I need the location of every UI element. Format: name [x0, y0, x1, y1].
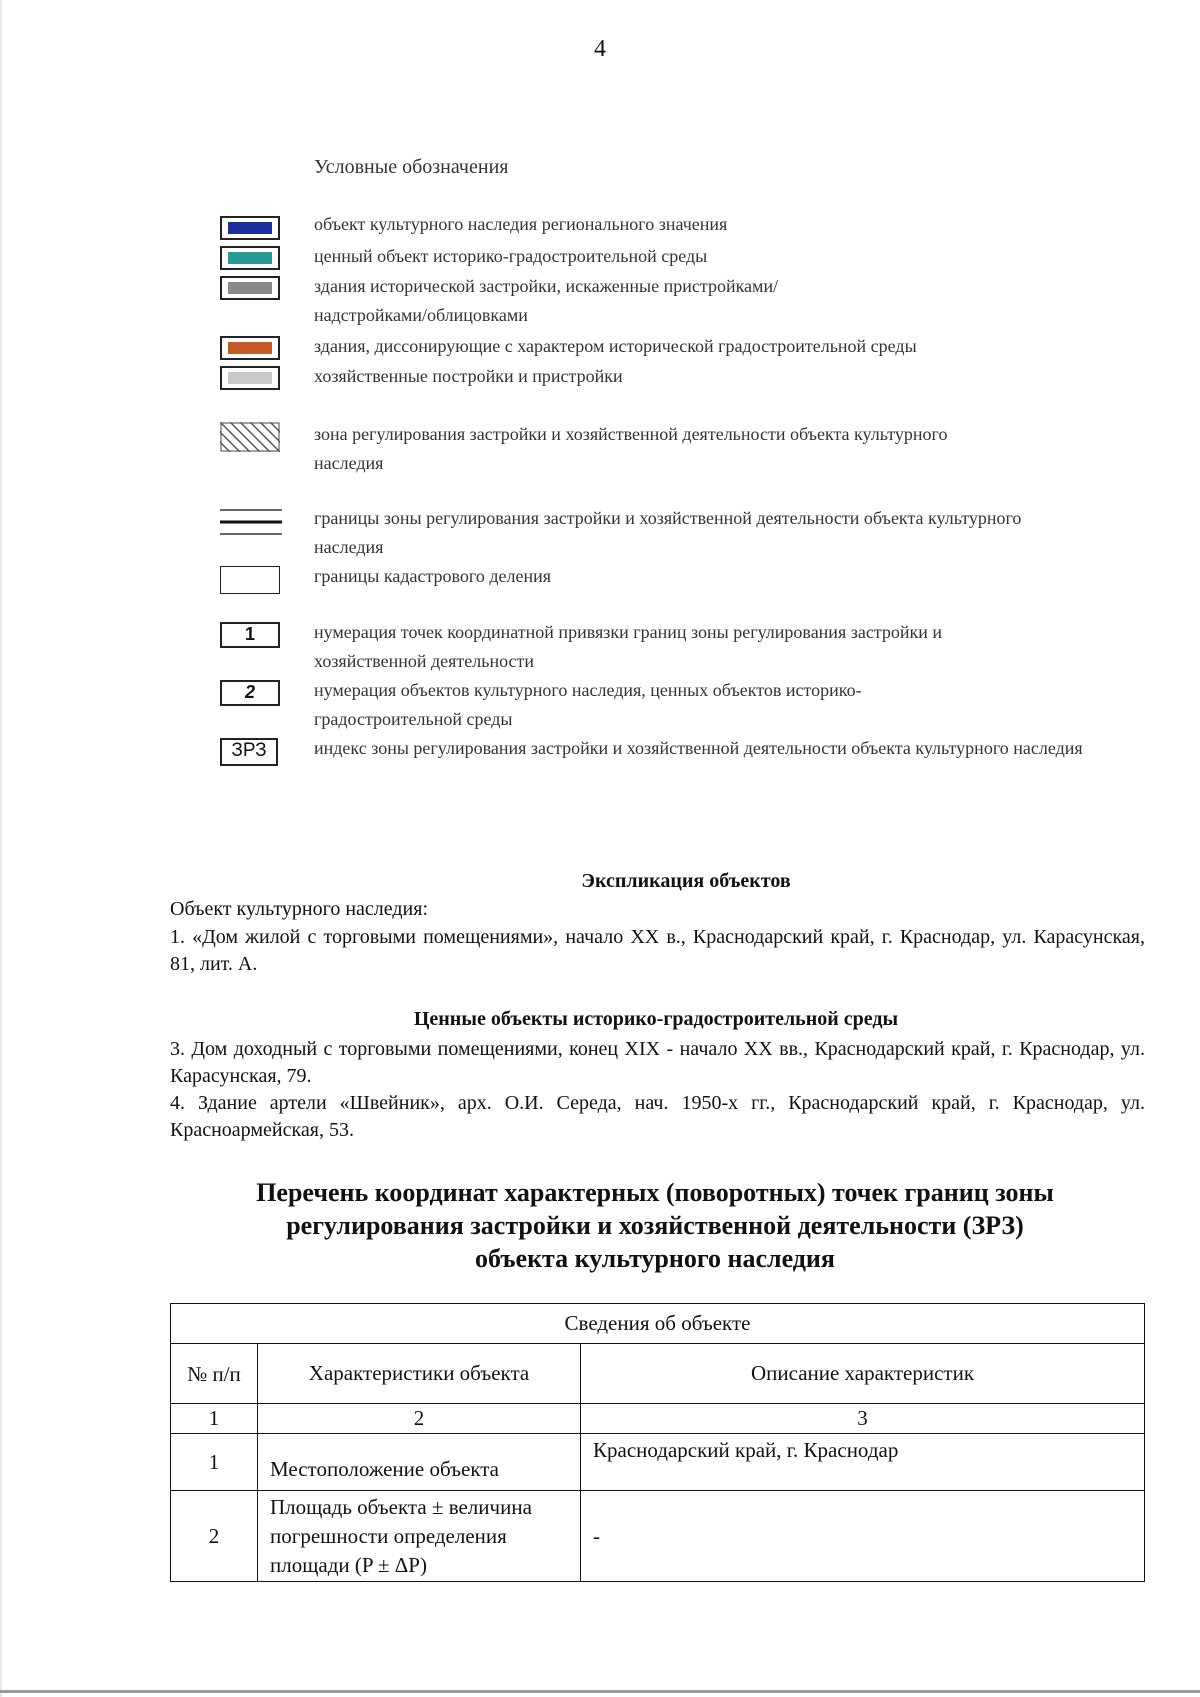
row-description: Краснодарский край, г. Краснодар: [581, 1434, 1145, 1491]
header-description: Описание характеристик: [581, 1344, 1145, 1404]
legend-text: хозяйственные постройки и пристройки: [314, 366, 623, 386]
page-number: 4: [594, 36, 606, 62]
legend-text: нумерация точек координатной привязки границ зоны регулирования застройки и хозяйственной деятельности: [314, 622, 943, 671]
object-info-table: [170, 1303, 1145, 1582]
table-row: [171, 1491, 1145, 1582]
legend-text: нумерация объектов культурного наследия, ценных объектов историко-градостроительной среды: [314, 680, 862, 729]
col-number: 2: [258, 1404, 581, 1434]
zone-index-symbol: ЗРЗ: [220, 738, 278, 766]
legend-text: ценный объект историко-градостроительной среды: [314, 246, 708, 266]
col-number: 1: [171, 1404, 258, 1434]
row-characteristic: Площадь объекта ± величина погрешности определения площади (P ± ΔP): [258, 1491, 581, 1582]
point-number-symbol: 1: [220, 622, 280, 648]
legend-title: Условные обозначения: [314, 156, 509, 178]
swatch-fill: [228, 372, 272, 384]
row-characteristic: Местоположение объекта: [258, 1434, 581, 1491]
swatch-fill: [228, 222, 272, 234]
table-header-row: [171, 1344, 1145, 1404]
header-number: № п/п: [171, 1344, 258, 1404]
coordinates-title-line-2: регулирования застройки и хозяйственной деятельности (ЗРЗ): [286, 1211, 1024, 1240]
zone-boundary-line-icon: [220, 508, 282, 536]
legend-text: индекс зоны регулирования застройки и хозяйственной деятельности объекта культурного наследия: [314, 738, 1083, 758]
heritage-object-1: 1. «Дом жилой с торговыми помещениями», начало XX в., Краснодарский край, г. Краснодар, ул. Карасунская, 81, лит. А.: [170, 926, 1145, 975]
legend-swatch-teal: [220, 246, 280, 270]
row-description: -: [581, 1491, 1145, 1582]
legend-swatch-lightgrey: [220, 366, 280, 390]
row-number: 1: [171, 1434, 258, 1491]
valuable-object-3: 3. Дом доходный с торговыми помещениями, конец XIX - начало XX вв., Краснодарский край, г. Краснодар, ул. Карасунская, 79.: [170, 1038, 1145, 1087]
page-bottom-edge: [0, 1690, 1200, 1693]
legend-text: здания, диссонирующие с характером исторической градостроительной среды: [314, 336, 917, 356]
coordinates-title-line-3: объекта культурного наследия: [475, 1244, 835, 1273]
legend-text: зона регулирования застройки и хозяйственной деятельности объекта культурного наследия: [314, 424, 948, 473]
page-edge: [0, 0, 2, 1697]
valuable-object-4: 4. Здание артели «Швейник», арх. О.И. Середа, нач. 1950-х гг., Краснодарский край, г. Краснодар, ул. Красноармейская, 53.: [170, 1092, 1145, 1141]
explication-heading: Экспликация объектов: [581, 870, 791, 892]
object-number-symbol: 2: [220, 680, 280, 706]
coordinates-title-line-1: Перечень координат характерных (поворотных) точек границ зоны: [256, 1178, 1054, 1207]
table-column-number-row: [171, 1404, 1145, 1434]
legend-text: границы кадастрового деления: [314, 566, 552, 586]
legend-text: объект культурного наследия регионального значения: [314, 214, 728, 234]
hatch-pattern-icon: [220, 422, 280, 452]
legend-swatch-blue: [220, 216, 280, 240]
swatch-fill: [228, 342, 272, 354]
legend-text: границы зоны регулирования застройки и хозяйственной деятельности объекта культурного наследия: [314, 508, 1022, 557]
explication-subheading: Объект культурного наследия:: [170, 898, 428, 920]
cadastral-box-icon: [220, 566, 280, 594]
table-caption-row: [171, 1304, 1145, 1344]
valuable-objects-heading: Ценные объекты историко-градостроительной среды: [413, 1008, 899, 1030]
header-characteristics: Характеристики объекта: [258, 1344, 581, 1404]
swatch-fill: [228, 252, 272, 264]
col-number: 3: [581, 1404, 1145, 1434]
table-row: [171, 1434, 1145, 1491]
legend-swatch-orange: [220, 336, 280, 360]
swatch-fill: [228, 282, 272, 294]
legend-swatch-grey: [220, 276, 280, 300]
legend-text: здания исторической застройки, искаженные пристройками/надстройками/облицовками: [314, 276, 779, 325]
row-number: 2: [171, 1491, 258, 1582]
table-caption: Сведения об объекте: [171, 1304, 1145, 1344]
